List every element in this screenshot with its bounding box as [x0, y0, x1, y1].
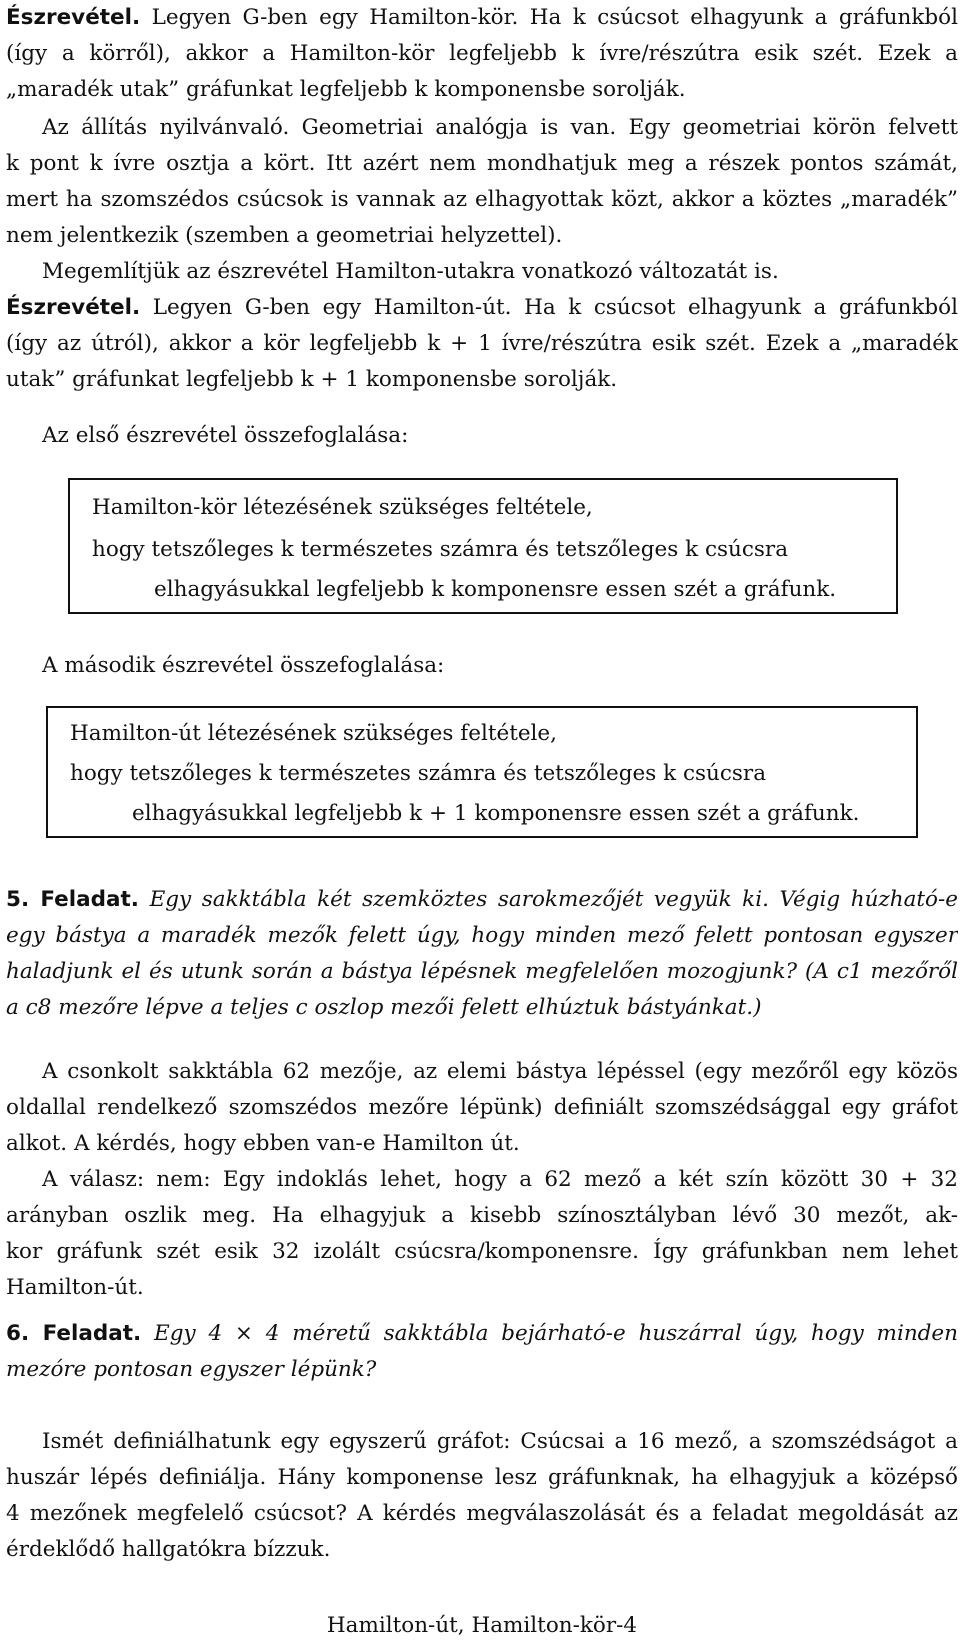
summary-1-box [68, 478, 898, 614]
task-label: 6. Feladat. [6, 1321, 142, 1346]
summary-2-box [46, 706, 918, 838]
task-text: Egy sakktábla két szemköztes sarokmezőjét vegyük ki. Végig húzható-e [149, 887, 958, 912]
observation-1-line-3: „maradék utak” gráfunkat legfeljebb k komponensbe sorolják. [6, 77, 686, 102]
remark-line: nem jelentkezik (szemben a geometriai helyzettel). [6, 223, 563, 248]
summary-1-line: hogy tetszőleges k természetes számra és tetszőleges k csúcsra [92, 537, 789, 562]
answer-line: kor gráfunk szét esik 32 izolált csúcsra/komponensre. Így gráfunkban nem lehet [6, 1239, 958, 1264]
page-footer: Hamilton-út, Hamilton-kör-4 [326, 1613, 638, 1638]
task-5-statement-line: a c8 mezőre lépve a teljes c oszlop mezői felett elhúztuk bástyánkat.) [6, 995, 762, 1020]
answer-line: arányban oszlik meg. Ha elhagyjuk a kisebb színosztályban lévő 30 mezőt, ak- [6, 1203, 958, 1228]
remark-line: Megemlítjük az észrevétel Hamilton-utakra vonatkozó változatát is. [42, 259, 779, 284]
answer-line: Hamilton-út. [6, 1275, 144, 1300]
observation-2-line-1 [6, 290, 958, 326]
task-5-statement-line [6, 882, 958, 918]
answer-line: A válasz: nem: Egy indoklás lehet, hogy a 62 mező a két szín között 30 + 32 [42, 1167, 958, 1192]
task-label: 5. Feladat. [6, 887, 139, 912]
remark-line: mert ha szomszédos csúcsok is vannak az elhagyottak közt, akkor a köztes „maradék” [6, 187, 958, 212]
summary-1-line: elhagyásukkal legfeljebb k komponensre essen szét a gráfunk. [154, 577, 837, 602]
observation-1-line-1 [6, 0, 958, 36]
observation-2-line-2: (így az útról), akkor a kör legfeljebb k + 1 ívre/részútra esik szét. Ezek a „maradék [6, 331, 958, 356]
remark-line: k pont k ívre osztja a kört. Itt azért nem mondhatjuk meg a részek pontos számát, [6, 151, 958, 176]
remark-line: Az állítás nyilvánvaló. Geometriai analógja is van. Egy geometriai körön felvett [42, 115, 958, 140]
summary-2-heading: A második észrevétel összefoglalása: [42, 653, 445, 678]
observation-text: Legyen G-ben egy Hamilton-kör. Ha k csúcsot elhagyunk a gráfunkból [151, 5, 958, 30]
answer-line: A csonkolt sakktábla 62 mezője, az elemi bástya lépéssel (egy mezőről egy közös [42, 1059, 958, 1084]
summary-2-line: elhagyásukkal legfeljebb k + 1 komponensre essen szét a gráfunk. [132, 801, 860, 826]
observation-2-line-3: utak” gráfunkat legfeljebb k + 1 komponensbe sorolják. [6, 367, 618, 392]
answer-line: 4 mezőnek megfelelő csúcsot? A kérdés megválaszolását és a feladat megoldását az [6, 1501, 958, 1526]
summary-1-line: Hamilton-kör létezésének szükséges feltétele, [92, 495, 593, 520]
answer-line: Ismét definiálhatunk egy egyszerű gráfot: Csúcsai a 16 mező, a szomszédságot a [42, 1429, 958, 1454]
answer-line: alkot. A kérdés, hogy ebben van-e Hamilton út. [6, 1131, 520, 1156]
answer-line: oldallal rendelkező szomszédos mezőre lépünk) definiált szomszédsággal egy gráfot [6, 1095, 958, 1120]
task-text: Egy 4 × 4 méretű sakktábla bejárható-e huszárral úgy, hogy minden [154, 1321, 958, 1346]
observation-1-line-2: (így a körről), akkor a Hamilton-kör legfeljebb k ívre/részútra esik szét. Ezek a [6, 41, 958, 66]
task-5-statement-line: haladjunk el és utunk során a bástya lépésnek megfelelően mozogjunk? (A c1 mezőről [6, 959, 958, 984]
answer-line: huszár lépés definiálja. Hány komponense lesz gráfunknak, ha elhagyjuk a középső [6, 1465, 958, 1490]
summary-2-line: Hamilton-út létezésének szükséges feltétele, [70, 721, 557, 746]
summary-2-line: hogy tetszőleges k természetes számra és tetszőleges k csúcsra [70, 761, 767, 786]
summary-1-heading: Az első észrevétel összefoglalása: [42, 423, 409, 448]
observation-label: Észrevétel. [6, 5, 141, 30]
answer-line: érdeklődő hallgatókra bízzuk. [6, 1537, 331, 1562]
observation-label: Észrevétel. [6, 295, 141, 320]
task-5-statement-line: egy bástya a maradék mezők felett úgy, hogy minden mező felett pontosan egyszer [6, 923, 958, 948]
task-6-statement-line [6, 1316, 958, 1352]
observation-text: Legyen G-ben egy Hamilton-út. Ha k csúcsot elhagyunk a gráfunkból [152, 295, 958, 320]
task-6-statement-line: mezóre pontosan egyszer lépünk? [6, 1357, 377, 1382]
